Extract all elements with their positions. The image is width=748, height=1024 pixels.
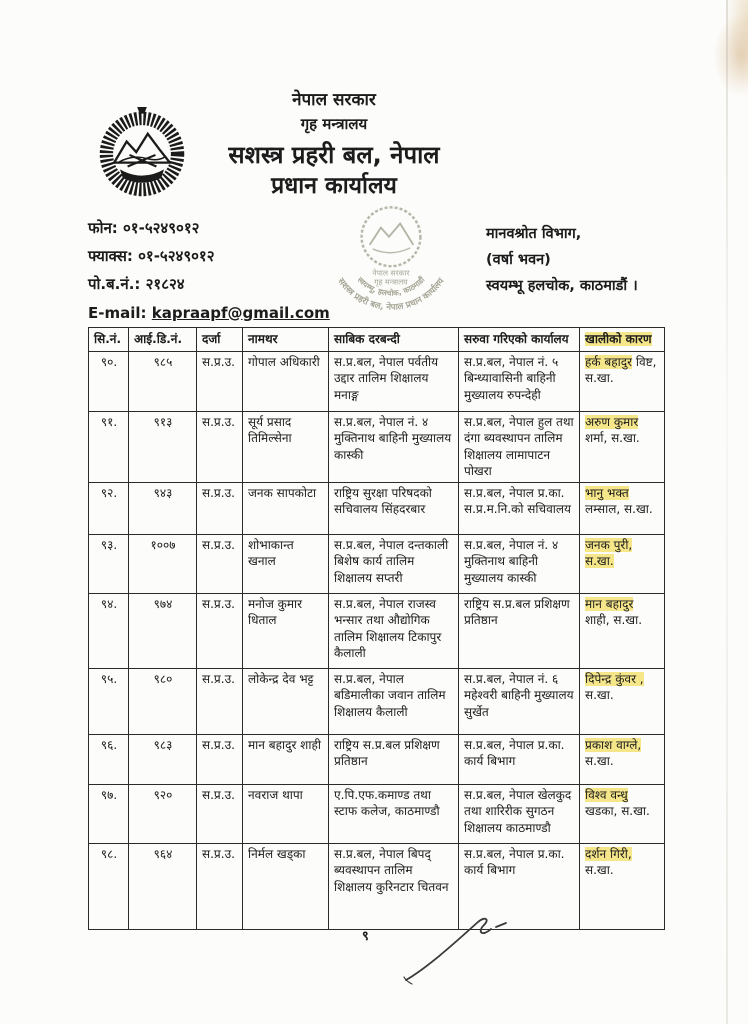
reason-cell (580, 534, 665, 593)
address-line: स्वयम्भू हलचोक, काठमाडौं । (486, 277, 638, 294)
page-edge-crease (726, 0, 728, 1024)
email-address: kapraapf@gmail.com (151, 303, 330, 322)
reason-rest: खडका, स.खा. (585, 804, 650, 819)
id-cell: ९४३ (129, 482, 197, 534)
name-cell: शोभाकान्त खनाल (243, 534, 329, 593)
prev-posting-cell: स.प्र.बल, नेपाल दन्तकाली बिशेष कार्य तालिम शिक्षालय सप्तरी (329, 534, 459, 593)
sn-cell: ९२. (89, 482, 129, 534)
id-cell: ९८३ (129, 734, 197, 784)
reason-rest: शर्मा, स.खा. (585, 431, 640, 446)
table-row (89, 843, 665, 929)
col-header-name: नामथर (243, 328, 329, 352)
new-office-cell: स.प्र.बल, नेपाल नं. ४ मुक्तिनाथ बाहिनी मुख्यालय कास्की (459, 534, 580, 593)
rank-cell: स.प्र.उ. (197, 843, 243, 929)
sn-cell: ९०. (89, 351, 129, 411)
new-office-cell: स.प्र.बल, नेपाल नं. ५ बिन्ध्यावासिनी बाहिनी मुख्यालय रुपन्देही (459, 351, 580, 411)
col-header-new-office: सरुवा गरिएको कार्यालय (459, 328, 580, 352)
reason-highlighted: मान बहादुर (585, 596, 634, 611)
page-number: ९ (362, 929, 369, 944)
transfer-table (88, 327, 665, 930)
table-row (89, 534, 665, 593)
table-row (89, 351, 665, 411)
prev-posting-cell: स.प्र.बल, नेपाल बडिमालीका जवान तालिम शिक्षालय कैलाली (329, 668, 459, 734)
prev-posting-cell: राष्ट्रिय सुरक्षा परिषदको सचिवालय सिंहदरबार (329, 482, 459, 534)
table-row (89, 668, 665, 734)
rank-cell: स.प्र.उ. (197, 351, 243, 411)
reason-rest: विष्ट, स.खा. (585, 354, 657, 386)
reason-cell (580, 411, 665, 482)
rank-cell: स.प्र.उ. (197, 411, 243, 482)
name-cell: लोकेन्द्र देव भट्ट (243, 668, 329, 734)
reason-rest: स.खा. (585, 688, 614, 703)
reason-cell (580, 482, 665, 534)
name-cell: निर्मल खड्का (243, 843, 329, 929)
reason-cell (580, 843, 665, 929)
new-office-cell: राष्ट्रिय स.प्र.बल प्रशिक्षण प्रतिष्ठान (459, 593, 580, 668)
id-cell: ९१३ (129, 411, 197, 482)
name-cell: सूर्य प्रसाद तिमिल्सेना (243, 411, 329, 482)
prev-posting-cell: स.प्र.बल, नेपाल राजस्व भन्सार तथा औद्योगिक तालिम शिक्षालय टिकापुर कैलाली (329, 593, 459, 668)
name-cell: नवराज थापा (243, 784, 329, 843)
reason-cell (580, 668, 665, 734)
email-line (88, 299, 330, 327)
reason-cell (580, 784, 665, 843)
fax-line: फ्याक्स: ०१-५२४९०१२ (88, 247, 215, 266)
name-cell: जनक सापकोटा (243, 482, 329, 534)
reason-highlighted: जनक पुरी, स.खा. (585, 537, 633, 569)
signature-mark (402, 908, 522, 986)
table-row (89, 482, 665, 534)
reason-rest: लम्साल, स.खा. (585, 502, 653, 517)
department-block (486, 222, 638, 299)
name-cell: मनोज कुमार धिताल (243, 593, 329, 668)
name-cell: गोपाल अधिकारी (243, 351, 329, 411)
name-cell: मान बहादुर शाही (243, 734, 329, 784)
reason-highlighted: हर्क बहादुर (585, 354, 633, 369)
stamp-center-line1: नेपाल सरकार (372, 268, 410, 278)
new-office-cell: स.प्र.बल, नेपाल प्र.का. स.प्र.म.नि.को सचिवालय (459, 482, 580, 534)
prev-posting-cell: स.प्र.बल, नेपाल बिपद् ब्यवस्थापन तालिम शिक्षालय कुरिनटार चितवन (329, 843, 459, 929)
letterhead (0, 88, 668, 201)
organization-title: सशस्त्र प्रहरी बल, नेपाल (228, 141, 440, 170)
new-office-cell: स.प्र.बल, नेपाल हुल तथा दंगा ब्यवस्थापन तालिम शिक्षालय लामापाटन पोखरा (459, 411, 580, 482)
sn-cell: ९६. (89, 734, 129, 784)
prev-posting-cell: राष्ट्रिय स.प्र.बल प्रशिक्षण प्रतिष्ठान (329, 734, 459, 784)
id-cell: १००७ (129, 534, 197, 593)
rank-cell: स.प्र.उ. (197, 482, 243, 534)
id-cell: ९८० (129, 668, 197, 734)
transfer-table-body (89, 351, 665, 929)
sn-cell: ९४. (89, 593, 129, 668)
reason-highlighted: प्रकाश वाग्ले, (585, 737, 642, 752)
office-title: प्रधान कार्यालय (271, 172, 397, 199)
table-row (89, 411, 665, 482)
col-header-prev-posting: साबिक दरबन्दी (329, 328, 459, 352)
rank-cell: स.प्र.उ. (197, 668, 243, 734)
table-row (89, 734, 665, 784)
reason-rest: स.खा. (585, 863, 614, 878)
pobox-line: पो.ब.नं.: २१८२४ (88, 275, 185, 294)
sn-cell: ९७. (89, 784, 129, 843)
new-office-cell: स.प्र.बल, नेपाल नं. ६ महेश्वरी बाहिनी मुख्यालय सुर्खेत (459, 668, 580, 734)
reason-highlighted: विश्व वन्धु (585, 787, 628, 802)
prev-posting-cell: स.प्र.बल, नेपाल पर्वतीय उद्दार तालिम शिक्षालय मनाङ्ग (329, 351, 459, 411)
reason-cell (580, 351, 665, 411)
building-name: (वर्षा भवन) (486, 251, 551, 268)
department-name: मानवश्रोत विभाग, (486, 226, 582, 242)
reason-highlighted: भानु भक्त (585, 485, 629, 500)
reason-rest: स.खा. (585, 754, 614, 769)
rank-cell: स.प्र.उ. (197, 534, 243, 593)
reason-cell (580, 593, 665, 668)
prev-posting-cell: ए.पि.एफ.कमाण्ड तथा स्टाफ कलेज, काठमाण्डौ (329, 784, 459, 843)
sn-cell: ९५. (89, 668, 129, 734)
phone-line: फोन: ०१-५२४९०१२ (88, 219, 200, 237)
rank-cell: स.प्र.उ. (197, 734, 243, 784)
col-header-rank: दर्जा (197, 328, 243, 352)
reason-highlighted: दर्शन गिरी, (585, 846, 632, 861)
stamp-center-line2: गृह मन्त्रालय (374, 277, 408, 287)
ministry-title: गृह मन्त्रालय (300, 114, 368, 133)
scan-stain (702, 0, 748, 190)
government-title: नेपाल सरकार (292, 90, 376, 110)
rank-cell: स.प्र.उ. (197, 593, 243, 668)
table-row (89, 784, 665, 843)
new-office-cell: स.प्र.बल, नेपाल प्र.का. कार्य बिभाग (459, 843, 580, 929)
reason-highlighted: दिपेन्द्र कुंवर , (585, 671, 644, 686)
col-header-reason: खालीको कारण (580, 328, 665, 352)
office-stamp-icon (320, 184, 462, 326)
stamp-arc-outer-text: सशस्त्र प्रहरी बल, नेपाल प्रधान कार्यालय (335, 276, 447, 313)
table-row (89, 593, 665, 668)
reason-highlighted: अरुण कुमार (585, 414, 639, 429)
id-cell: ९६४ (129, 843, 197, 929)
sn-cell: ९८. (89, 843, 129, 929)
email-label: E-mail: (88, 303, 152, 322)
id-cell: ९७४ (129, 593, 197, 668)
new-office-cell: स.प्र.बल, नेपाल खेलकुद तथा शारिरीक सुगठन शिक्षालय काठमाण्डौ (459, 784, 580, 843)
col-header-id: आई.डि.नं. (129, 328, 197, 352)
col-header-sn: सि.नं. (89, 328, 129, 352)
new-office-cell: स.प्र.बल, नेपाल प्र.का. कार्य बिभाग (459, 734, 580, 784)
prev-posting-cell: स.प्र.बल, नेपाल नं. ४ मुक्तिनाथ बाहिनी मुख्यालय कास्की (329, 411, 459, 482)
sn-cell: ९१. (89, 411, 129, 482)
id-cell: ९८५ (129, 351, 197, 411)
reason-cell (580, 734, 665, 784)
sn-cell: ९३. (89, 534, 129, 593)
stamp-arc-inner-text: स्वयम्भू, हलचोक, काठमाडौं (355, 275, 427, 298)
table-header-row (89, 328, 665, 352)
contact-block (88, 214, 330, 327)
reason-rest: शाही, स.खा. (585, 613, 643, 628)
id-cell: ९२० (129, 784, 197, 843)
rank-cell: स.प्र.उ. (197, 784, 243, 843)
